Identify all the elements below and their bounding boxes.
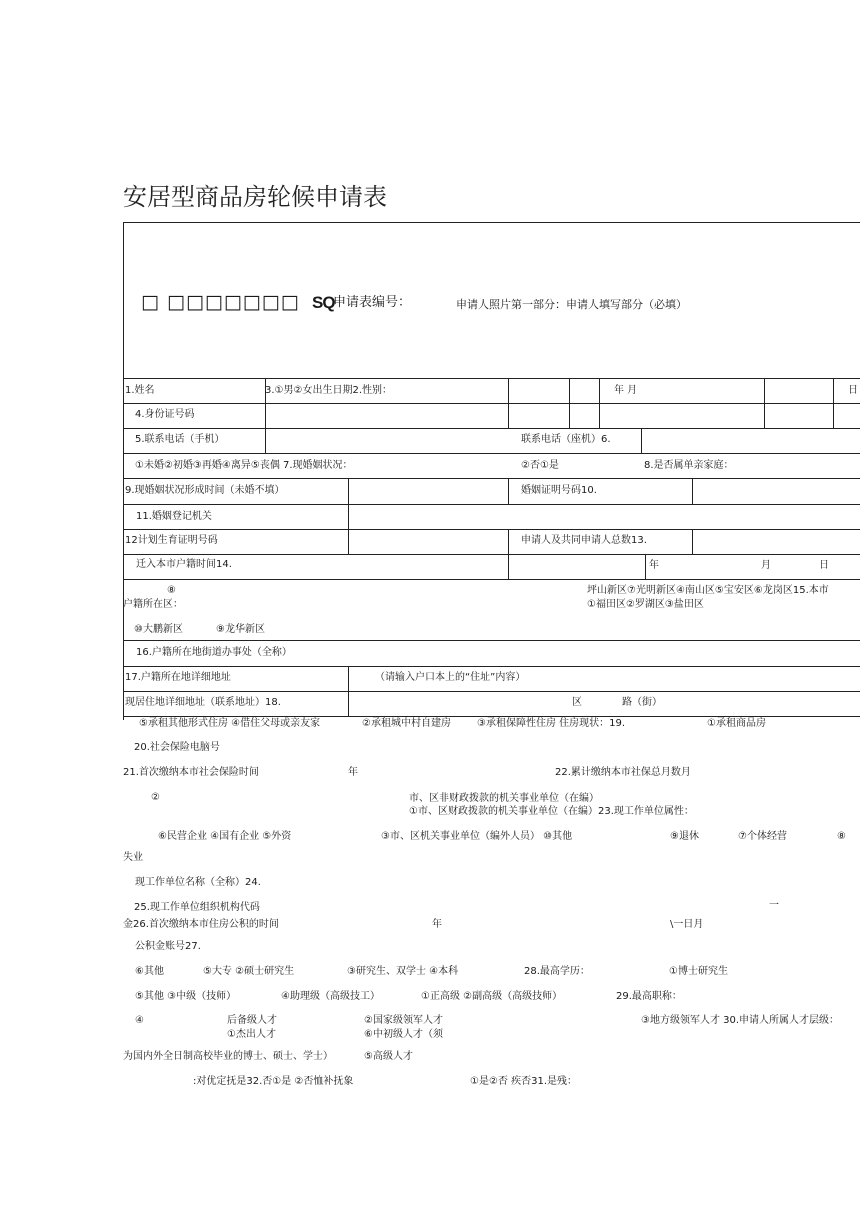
col-line bbox=[692, 529, 693, 554]
row-line bbox=[123, 691, 860, 692]
employer-self-employed: ⑦个体经营 bbox=[738, 831, 787, 842]
row-line bbox=[123, 504, 860, 505]
education-college-master: ⑤大专 ②硕士研究生 bbox=[203, 966, 295, 977]
education-label: 28.最高学历： bbox=[524, 966, 590, 977]
form-number-label: 申请表编号： bbox=[333, 295, 412, 310]
row-line bbox=[123, 640, 860, 641]
family-plan-label: 12计划生育证明号码 bbox=[125, 535, 218, 546]
housing-fund-time-label: 金26.首次缴纳本市住房公积的时间 bbox=[123, 919, 279, 930]
housing-opt-b: ②承租城中村自建房 bbox=[362, 718, 451, 729]
education-other: ⑥其他 bbox=[135, 966, 164, 977]
marital-options: ①未婚②初婚③再婚④离异⑤丧偶 7.现婚姻状况： bbox=[135, 460, 353, 471]
col-line bbox=[348, 478, 349, 554]
row-line bbox=[123, 403, 860, 404]
district-dapeng: ⑩大鹏新区 bbox=[134, 624, 183, 635]
housing-opt-c: ③承租保障性住房 住房现状：19. bbox=[477, 718, 626, 729]
address-district: 区 bbox=[572, 697, 582, 708]
col-line bbox=[508, 529, 509, 579]
photo-part-label: 申请人照片第一部分：申请人填写部分（必填） bbox=[456, 298, 687, 311]
row-line bbox=[123, 579, 860, 580]
first-social-security-year: 年 bbox=[348, 767, 358, 778]
talent-outstanding: ①杰出人才 bbox=[227, 1029, 276, 1040]
housing-fund-year: 年 bbox=[432, 919, 442, 930]
move-in-month: 月 bbox=[761, 560, 771, 571]
district-line2: ①福田区②罗湖区③盐田区 bbox=[587, 599, 704, 610]
employer-name-label: 现工作单位名称（全称）24. bbox=[135, 877, 261, 888]
row-line bbox=[123, 529, 860, 530]
org-code-dash: 一 bbox=[769, 900, 779, 911]
row-line bbox=[123, 666, 860, 667]
first-social-security-label: 21.首次缴纳本市社会保险时间 bbox=[123, 767, 259, 778]
disability-line: ①是②否 疾否31.是残： bbox=[470, 1076, 578, 1087]
title-label: 29.最高职称： bbox=[616, 991, 682, 1002]
col-line bbox=[348, 666, 349, 716]
move-in-year: 年 bbox=[649, 560, 659, 571]
applicant-total-label: 申请人及共同申请人总数13. bbox=[521, 535, 647, 546]
district-label: 户籍所在区： bbox=[123, 599, 183, 610]
sq-label: SQ bbox=[312, 293, 335, 312]
row-line bbox=[123, 453, 860, 454]
housing-fund-month: \一日月 bbox=[670, 919, 704, 930]
district-longhua: ⑨龙华新区 bbox=[216, 624, 265, 635]
employer-opt2: ② bbox=[151, 792, 160, 803]
row-line bbox=[123, 554, 860, 555]
move-in-day: 日 bbox=[819, 560, 829, 571]
gender-label: 3.①男②女出生日期2.性别： bbox=[265, 385, 393, 396]
talent-reserve: 后备级人才 bbox=[227, 1015, 277, 1026]
org-code-label: 25.现工作单位组织机构代码 bbox=[134, 902, 260, 913]
employer-line-a: 市、区非财政拨款的机关事业单位（在编） bbox=[409, 793, 599, 804]
housing-opt-d: ①承租商品房 bbox=[707, 718, 766, 729]
employer-line-b: ①市、区财政拨款的机关事业单位（在编）23.现工作单位属性： bbox=[409, 806, 694, 817]
talent-note: 为国内外全日制高校毕业的博士、硕士、学士） bbox=[123, 1051, 333, 1062]
social-security-no-label: 20.社会保险电脑号 bbox=[134, 742, 220, 753]
row-line bbox=[123, 428, 860, 429]
marriage-time-label: 9.现婚姻状况形成时间（未婚不填） bbox=[125, 485, 285, 496]
talent-opt4: ④ bbox=[135, 1015, 144, 1026]
single-parent-label: 8.是否属单亲家庭： bbox=[644, 460, 734, 471]
talent-junior: ⑥中初级人才（须 bbox=[364, 1029, 443, 1040]
col-line bbox=[599, 378, 600, 428]
social-security-months-label: 22.累计缴纳本市社保总月数月 bbox=[555, 767, 691, 778]
talent-national: ②国家级领军人才 bbox=[364, 1015, 443, 1026]
landline-label: 联系电话（座机）6. bbox=[521, 434, 611, 445]
move-in-label: 迁入本市户籍时间14. bbox=[136, 559, 232, 570]
col-line bbox=[569, 378, 570, 428]
district-opt8: ⑧ bbox=[167, 585, 176, 596]
title-assistant: ④助理级（高级技工） bbox=[281, 991, 380, 1002]
title-other-mid: ⑤其他 ③中级（技师） bbox=[135, 991, 237, 1002]
employer-opt8: ⑧ bbox=[837, 831, 846, 842]
employer-line-d: ③市、区机关事业单位（编外人员） ⑩其他 bbox=[381, 831, 573, 842]
current-address-label: 现居住地详细地址（联系地址）18. bbox=[125, 697, 281, 708]
header-bottom-border bbox=[123, 378, 860, 379]
talent-local-label: ③地方级领军人才 30.申请人所属人才层级： bbox=[641, 1015, 840, 1026]
title-senior: ①正高级 ②副高级（高级技师） bbox=[421, 991, 563, 1002]
col-line bbox=[508, 478, 509, 504]
col-line bbox=[123, 640, 124, 716]
talent-senior: ⑤高级人才 bbox=[364, 1051, 413, 1062]
col-line bbox=[641, 428, 642, 453]
name-label: 1.姓名 bbox=[125, 385, 155, 396]
housing-fund-account-label: 公积金账号27. bbox=[135, 941, 201, 952]
preferential-care-line: :对优定抚是32.否①是 ②否恤补抚象 bbox=[193, 1076, 354, 1087]
single-parent-options: ②否①是 bbox=[521, 460, 559, 471]
id-label: 4.身份证号码 bbox=[135, 409, 195, 420]
education-phd: ①博士研究生 bbox=[669, 966, 728, 977]
row-line bbox=[123, 478, 860, 479]
birth-year-month: 年 月 bbox=[614, 385, 638, 396]
page-title: 安居型商品房轮候申请表 bbox=[123, 183, 387, 211]
col-line bbox=[833, 378, 834, 428]
row-line bbox=[123, 716, 860, 717]
table-top-border bbox=[123, 222, 860, 223]
registration-office-label: 11.婚姻登记机关 bbox=[136, 511, 212, 522]
checkbox-row[interactable]: □ □□□□□□□ bbox=[141, 291, 300, 313]
col-line bbox=[508, 378, 509, 428]
employer-retired: ⑨退休 bbox=[670, 831, 699, 842]
mobile-label: 5.联系电话（手机） bbox=[135, 434, 225, 445]
housing-opt-a: ⑤承租其他形式住房 ④借住父母或亲友家 bbox=[139, 718, 321, 729]
employer-line-c: ⑥民营企业 ④国有企业 ⑤外资 bbox=[158, 831, 292, 842]
col-line bbox=[692, 478, 693, 504]
education-bachelor: ③研究生、双学士 ④本科 bbox=[347, 966, 459, 977]
marriage-cert-label: 婚姻证明号码10. bbox=[521, 485, 597, 496]
street-office-label: 16.户籍所在地街道办事处（全称） bbox=[136, 647, 292, 658]
address-road: 路（街） bbox=[622, 697, 662, 708]
hukou-address-label: 17.户籍所在地详细地址 bbox=[125, 672, 231, 683]
hukou-address-hint: （请输入户口本上的“住址”内容） bbox=[375, 672, 526, 683]
employer-unemployed: 失业 bbox=[123, 852, 143, 863]
col-line bbox=[645, 554, 646, 579]
birth-day: 日 bbox=[848, 385, 858, 396]
district-line1: 坪山新区⑦光明新区④南山区⑤宝安区⑥龙岗区15.本市 bbox=[587, 585, 829, 596]
col-line bbox=[764, 378, 765, 428]
